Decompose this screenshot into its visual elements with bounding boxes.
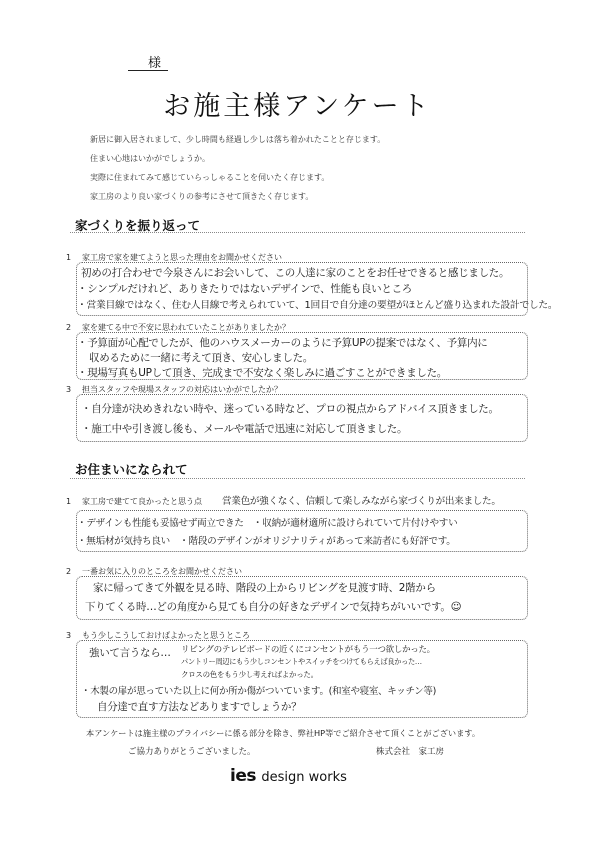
handwritten-answer: ・シンプルだけれど、ありきたりではないデザインで、性能も良いところ bbox=[77, 283, 412, 295]
intro-line: 新居に御入居されまして、少し時間も経過し少しは落ち着かれたことと存じます。 bbox=[90, 135, 386, 144]
name-underline bbox=[128, 70, 168, 71]
company-logo bbox=[230, 766, 347, 786]
handwritten-answer: 初めの打合わせで今泉さんにお会いして、この人達に家のことをお任せできると感じました。 bbox=[81, 267, 510, 279]
intro-line: 実際に住まれてみて感じていらっしゃることを伺いたく存じます。 bbox=[90, 173, 330, 182]
logo-mark: ies bbox=[230, 766, 256, 786]
answer-box bbox=[76, 510, 528, 552]
answer-box bbox=[76, 332, 528, 380]
question-text: 一番お気に入りのところをお聞かせください bbox=[82, 567, 242, 576]
section-heading: お住まいになられて bbox=[75, 462, 188, 477]
answer-box bbox=[76, 576, 528, 620]
intro-line: 家工房のより良い家づくりの参考にさせて頂きたく存じます。 bbox=[90, 192, 314, 201]
answer-box bbox=[76, 640, 528, 718]
logo-text: design works bbox=[261, 770, 347, 785]
handwritten-answer: 営業色が強くなく、信頼して楽しみながら家づくりが出来ました。 bbox=[222, 496, 501, 507]
thanks-text: ご協力ありがとうございました。 bbox=[128, 747, 256, 757]
question-number: 2 bbox=[66, 323, 72, 332]
handwritten-answer: ・現場写真もUPして頂き、完成まで不安なく楽しみに過ごすことができました。 bbox=[77, 367, 447, 379]
handwritten-answer: ・無垢材が気持ち良い ・階段のデザインがオリジナリティがあって来訪者にも好評です。 bbox=[77, 536, 456, 547]
handwritten-answer: ・自分達が決めきれない時や、迷っている時など、プロの視点からアドバイス頂きました。 bbox=[81, 403, 499, 415]
answer-box bbox=[76, 262, 558, 316]
section-divider bbox=[70, 232, 525, 233]
question-text: 家を建てる中で不安に思われていたことがありましたか？ bbox=[82, 323, 290, 332]
question-number: 3 bbox=[66, 631, 72, 640]
question-number: 1 bbox=[66, 497, 72, 506]
handwritten-answer: 下りてくる時…どの角度から見ても自分の好きなデザインで気持ちがいいです。☺ bbox=[85, 601, 462, 613]
answer-box bbox=[76, 394, 528, 442]
question-text: もう少しこうしておけばよかったと思うところ bbox=[82, 631, 250, 640]
handwritten-answer: ・予算面が心配でしたが、他のハウスメーカーのように予算UPの提案ではなく、予算内に bbox=[77, 337, 488, 349]
handwritten-answer: パントリー周辺にもう少しコンセントやスイッチをつけてもらえば良かった… bbox=[181, 657, 422, 666]
handwritten-answer: リビングのテレビボードの近くにコンセントがもう一つ欲しかった。 bbox=[181, 645, 435, 655]
question-text: 家工房で建てて良かったと思う点 bbox=[82, 497, 202, 506]
section-divider bbox=[70, 478, 525, 479]
question-text: 担当スタッフや現場スタッフの対応はいかがでしたか？ bbox=[82, 385, 282, 394]
handwritten-answer: 家に帰ってきて外観を見る時、階段の上からリビングを見渡す時、2階から bbox=[93, 582, 436, 594]
page-title: お施主様アンケート bbox=[163, 91, 432, 122]
handwritten-answer: ・デザインも性能も妥協せず両立できた ・収納が適材適所に設けられていて片付けやすい bbox=[77, 518, 458, 529]
handwritten-answer: ・木製の扉が思っていた以上に何か所か傷がついています。(和室や寝室、キッチン等) bbox=[81, 686, 436, 697]
question-number: 3 bbox=[66, 385, 72, 394]
honorific: 様 bbox=[148, 56, 162, 71]
question-label bbox=[66, 496, 202, 507]
handwritten-answer: ・施工中や引き渡し後も、メールや電話で迅速に対応して頂きました。 bbox=[81, 423, 408, 435]
handwritten-answer: 自分達で直す方法などありますでしょうか？ bbox=[97, 701, 302, 713]
handwritten-answer: 強いて言うなら… bbox=[89, 647, 171, 659]
intro-line: 住まい心地はいかがでしょうか。 bbox=[90, 154, 210, 163]
question-number: 1 bbox=[66, 253, 72, 262]
section-heading: 家づくりを振り返って bbox=[75, 218, 201, 233]
handwritten-answer: ・営業目線ではなく、住む人目線で考えられていて、1回目で自分達の要望がほとんど盛り込まれた設計でした。 bbox=[77, 300, 558, 311]
question-text: 家工房で家を建てようと思った理由をお聞かせください bbox=[82, 253, 282, 262]
privacy-notice: 本アンケートは施主様のプライバシーに係る部分を除き、弊社HP等でご紹介させて頂くことがございます。 bbox=[86, 728, 481, 738]
handwritten-answer: クロスの色をもう少し考えればよかった。 bbox=[181, 670, 318, 679]
question-number: 2 bbox=[66, 567, 72, 576]
company-name: 株式会社 家工房 bbox=[376, 747, 445, 757]
handwritten-answer: 収めるために一緒に考えて頂き、安心しました。 bbox=[89, 352, 313, 364]
